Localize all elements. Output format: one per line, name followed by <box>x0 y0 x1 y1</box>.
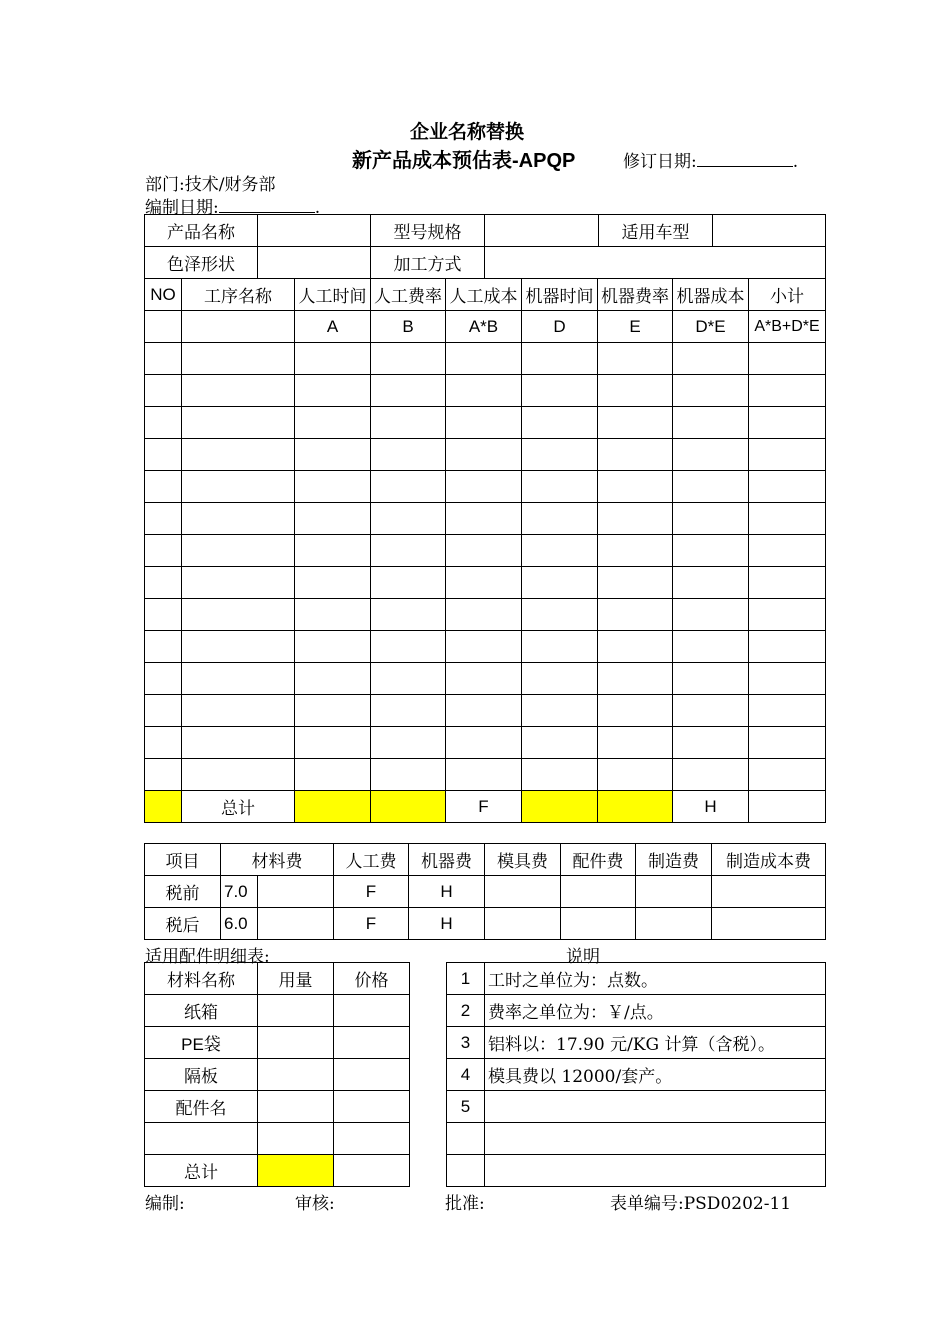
part-qty[interactable] <box>258 995 334 1027</box>
process-cell[interactable] <box>749 631 826 663</box>
model-field[interactable] <box>485 215 599 247</box>
process-cell[interactable] <box>295 471 371 503</box>
note-text: 铝料以：17.90 元/KG 计算（含税）。 <box>485 1027 826 1059</box>
model-label: 型号规格 <box>371 215 485 247</box>
cost-header: 配件费 <box>561 844 636 876</box>
process-cell[interactable] <box>749 695 826 727</box>
process-cell[interactable] <box>446 663 522 695</box>
labor-cost[interactable]: F <box>334 908 409 940</box>
prepared-date-label: 编制日期: <box>145 198 219 218</box>
process-cell[interactable] <box>145 503 182 535</box>
process-cell[interactable] <box>145 535 182 567</box>
process-cell[interactable] <box>145 375 182 407</box>
process-cell[interactable] <box>446 727 522 759</box>
process-cell[interactable] <box>749 439 826 471</box>
footer-reviewed: 审核: <box>295 1194 335 1214</box>
process-row <box>145 471 826 503</box>
note-number: 4 <box>447 1059 485 1091</box>
formula-cell <box>145 311 182 343</box>
process-cell[interactable] <box>295 343 371 375</box>
formula-cell: D <box>522 311 598 343</box>
process-cell[interactable] <box>598 439 673 471</box>
process-cell[interactable] <box>295 727 371 759</box>
part-price[interactable] <box>334 1027 410 1059</box>
machine-cost[interactable]: H <box>409 908 485 940</box>
part-price[interactable] <box>334 1091 410 1123</box>
total-labor-cost[interactable]: F <box>446 791 522 823</box>
mold-cost[interactable] <box>485 876 561 908</box>
process-cell[interactable] <box>522 439 598 471</box>
note-number <box>447 1123 485 1155</box>
note-row <box>447 1027 826 1059</box>
product-name-label: 产品名称 <box>145 215 258 247</box>
process-cell[interactable] <box>371 375 446 407</box>
part-qty[interactable] <box>258 1027 334 1059</box>
process-cell[interactable] <box>522 599 598 631</box>
process-cell[interactable] <box>598 375 673 407</box>
highlight-cell[interactable] <box>295 791 371 823</box>
process-cell[interactable] <box>749 375 826 407</box>
process-cell[interactable] <box>446 439 522 471</box>
process-row <box>145 375 826 407</box>
process-cell[interactable] <box>295 599 371 631</box>
cost-header: 模具费 <box>485 844 561 876</box>
parts-row <box>145 1091 410 1123</box>
process-cell[interactable] <box>446 503 522 535</box>
process-cell[interactable] <box>371 471 446 503</box>
cost-header: 项目 <box>145 844 221 876</box>
process-cell[interactable] <box>673 439 749 471</box>
parts-header: 价格 <box>334 963 410 995</box>
color-label: 色泽形状 <box>145 247 258 279</box>
process-cell[interactable] <box>749 759 826 791</box>
process-cell[interactable] <box>145 439 182 471</box>
col-header: 人工成本 <box>446 279 522 311</box>
product-name-field[interactable] <box>258 215 371 247</box>
note-number: 2 <box>447 995 485 1027</box>
process-row <box>145 759 826 791</box>
total-mfg-cost[interactable] <box>712 908 826 940</box>
process-cell[interactable] <box>145 695 182 727</box>
parts-row <box>145 1123 410 1155</box>
col-header: NO <box>145 279 182 311</box>
mfg-cost[interactable] <box>636 876 712 908</box>
notes-table <box>446 962 826 1187</box>
process-cell[interactable] <box>522 375 598 407</box>
process-cell[interactable] <box>522 343 598 375</box>
process-cell[interactable] <box>673 599 749 631</box>
process-cell[interactable] <box>371 567 446 599</box>
formula-cell: A <box>295 311 371 343</box>
process-cell[interactable] <box>182 439 295 471</box>
col-header: 人工费率 <box>371 279 446 311</box>
process-row <box>145 407 826 439</box>
process-cell[interactable] <box>673 695 749 727</box>
process-cell[interactable] <box>371 759 446 791</box>
company-name: 企业名称替换 <box>410 121 525 143</box>
process-cell[interactable] <box>598 343 673 375</box>
cost-summary-table <box>144 843 826 940</box>
process-row <box>145 567 826 599</box>
process-cell[interactable] <box>182 663 295 695</box>
process-cell[interactable] <box>145 631 182 663</box>
process-cell[interactable] <box>522 535 598 567</box>
process-cell[interactable] <box>673 503 749 535</box>
process-cell[interactable] <box>673 567 749 599</box>
footer-prepared: 编制: <box>145 1194 185 1214</box>
part-price[interactable] <box>334 995 410 1027</box>
note-row <box>447 1123 826 1155</box>
part-name: PE袋 <box>145 1027 258 1059</box>
cost-header: 材料费 <box>221 844 334 876</box>
department: 部门:技术/财务部 <box>145 175 276 195</box>
product-info-table <box>144 214 826 279</box>
note-number <box>447 1155 485 1187</box>
material-cost[interactable]: 6.0 <box>221 908 258 940</box>
process-cell[interactable] <box>371 695 446 727</box>
process-cell[interactable] <box>295 567 371 599</box>
cost-cell[interactable] <box>258 908 334 940</box>
process-cell[interactable] <box>295 695 371 727</box>
total-subtotal[interactable] <box>749 791 826 823</box>
process-cell[interactable] <box>182 471 295 503</box>
note-row <box>447 1059 826 1091</box>
process-cell[interactable] <box>446 567 522 599</box>
note-number: 1 <box>447 963 485 995</box>
process-cell[interactable] <box>598 503 673 535</box>
process-cell[interactable] <box>446 343 522 375</box>
parts-row <box>145 995 410 1027</box>
note-text: 工时之单位为：点数。 <box>485 963 826 995</box>
process-cell[interactable] <box>145 759 182 791</box>
process-cell[interactable] <box>598 471 673 503</box>
process-cell[interactable] <box>749 343 826 375</box>
process-cost-table <box>144 278 826 823</box>
formula-cell <box>182 311 295 343</box>
process-cell[interactable] <box>446 471 522 503</box>
note-text: 模具费以 12000/套产。 <box>485 1059 826 1091</box>
formula-cell: D*E <box>673 311 749 343</box>
parts-cost[interactable] <box>561 876 636 908</box>
process-cell[interactable] <box>182 727 295 759</box>
process-cell[interactable] <box>145 343 182 375</box>
parts-table <box>144 962 410 1187</box>
process-label: 加工方式 <box>371 247 485 279</box>
process-cell[interactable] <box>749 503 826 535</box>
process-cell[interactable] <box>295 375 371 407</box>
process-cell[interactable] <box>371 503 446 535</box>
process-cell[interactable] <box>295 503 371 535</box>
process-cell[interactable] <box>371 727 446 759</box>
process-cell[interactable] <box>522 631 598 663</box>
color-field[interactable] <box>258 247 371 279</box>
footer-approved: 批准: <box>445 1194 485 1214</box>
process-cell[interactable] <box>673 631 749 663</box>
highlight-cell[interactable] <box>371 791 446 823</box>
part-price[interactable] <box>334 1123 410 1155</box>
process-row <box>145 663 826 695</box>
note-text <box>485 1091 826 1123</box>
process-cell[interactable] <box>749 663 826 695</box>
process-row <box>145 695 826 727</box>
cost-header: 制造费 <box>636 844 712 876</box>
process-cell[interactable] <box>145 407 182 439</box>
process-cell[interactable] <box>295 407 371 439</box>
formula-row <box>145 311 826 343</box>
parts-header: 用量 <box>258 963 334 995</box>
prepared-date-field[interactable] <box>219 195 315 213</box>
mfg-cost[interactable] <box>636 908 712 940</box>
process-cell[interactable] <box>371 535 446 567</box>
process-row <box>145 503 826 535</box>
notes-title: 说明 <box>566 947 600 967</box>
col-header: 机器时间 <box>522 279 598 311</box>
vehicle-label: 适用车型 <box>599 215 713 247</box>
col-header: 小计 <box>749 279 826 311</box>
process-cell[interactable] <box>145 727 182 759</box>
cost-cell[interactable] <box>258 876 334 908</box>
col-header: 机器成本 <box>673 279 749 311</box>
process-cell[interactable] <box>673 535 749 567</box>
part-price[interactable] <box>334 1059 410 1091</box>
note-number: 5 <box>447 1091 485 1123</box>
parts-header: 材料名称 <box>145 963 258 995</box>
process-cell[interactable] <box>749 535 826 567</box>
col-header: 人工时间 <box>295 279 371 311</box>
process-field[interactable] <box>485 247 826 279</box>
parts-row <box>145 1027 410 1059</box>
note-text <box>485 1123 826 1155</box>
process-cell[interactable] <box>522 727 598 759</box>
part-qty[interactable] <box>258 1123 334 1155</box>
part-qty[interactable] <box>258 1059 334 1091</box>
mold-cost[interactable] <box>485 908 561 940</box>
formula-cell: A*B+D*E <box>749 311 826 343</box>
process-total-row <box>145 791 826 823</box>
labor-cost[interactable]: F <box>334 876 409 908</box>
note-row <box>447 963 826 995</box>
process-cell[interactable] <box>522 471 598 503</box>
process-cell[interactable] <box>446 631 522 663</box>
parts-total-price[interactable] <box>334 1155 410 1187</box>
note-row <box>447 995 826 1027</box>
vehicle-field[interactable] <box>713 215 826 247</box>
process-cell[interactable] <box>446 535 522 567</box>
process-cell[interactable] <box>598 727 673 759</box>
part-name: 配件名 <box>145 1091 258 1123</box>
process-row <box>145 343 826 375</box>
process-cell[interactable] <box>673 375 749 407</box>
process-cell[interactable] <box>371 343 446 375</box>
process-cell[interactable] <box>598 599 673 631</box>
revision-date-field[interactable] <box>697 149 793 167</box>
process-cell[interactable] <box>522 407 598 439</box>
process-cell[interactable] <box>145 663 182 695</box>
formula-cell: B <box>371 311 446 343</box>
highlight-cell[interactable] <box>598 791 673 823</box>
parts-total-row <box>145 1155 410 1187</box>
formula-cell: A*B <box>446 311 522 343</box>
process-cell[interactable] <box>598 695 673 727</box>
process-cell[interactable] <box>598 567 673 599</box>
material-cost[interactable]: 7.0 <box>221 876 258 908</box>
revision-date: 修订日期: . <box>623 147 798 172</box>
process-cell[interactable] <box>446 599 522 631</box>
col-header: 机器费率 <box>598 279 673 311</box>
formula-cell: E <box>598 311 673 343</box>
cost-header: 机器费 <box>409 844 485 876</box>
process-cell[interactable] <box>673 727 749 759</box>
total-label: 总计 <box>182 791 295 823</box>
process-cell[interactable] <box>371 631 446 663</box>
process-cell[interactable] <box>446 407 522 439</box>
process-cell[interactable] <box>749 407 826 439</box>
process-cell[interactable] <box>182 375 295 407</box>
process-cell[interactable] <box>673 663 749 695</box>
process-cell[interactable] <box>673 407 749 439</box>
parts-total-label: 总计 <box>145 1155 258 1187</box>
process-cell[interactable] <box>182 503 295 535</box>
process-cell[interactable] <box>522 503 598 535</box>
process-cell[interactable] <box>749 567 826 599</box>
parts-row <box>145 1059 410 1091</box>
total-mfg-cost[interactable] <box>712 876 826 908</box>
process-cell[interactable] <box>598 759 673 791</box>
process-cell[interactable] <box>182 535 295 567</box>
process-cell[interactable] <box>446 375 522 407</box>
parts-total-qty[interactable] <box>258 1155 334 1187</box>
process-cell[interactable] <box>295 439 371 471</box>
process-cell[interactable] <box>371 439 446 471</box>
part-name: 纸箱 <box>145 995 258 1027</box>
process-header-row <box>145 279 826 311</box>
process-cell[interactable] <box>145 567 182 599</box>
cost-header: 人工费 <box>334 844 409 876</box>
cost-row-aftertax <box>145 908 826 940</box>
highlight-cell[interactable] <box>145 791 182 823</box>
process-row <box>145 631 826 663</box>
process-cell[interactable] <box>522 695 598 727</box>
part-name: 隔板 <box>145 1059 258 1091</box>
process-cell[interactable] <box>522 663 598 695</box>
note-row <box>447 1155 826 1187</box>
note-number: 3 <box>447 1027 485 1059</box>
process-cell[interactable] <box>446 759 522 791</box>
process-cell[interactable] <box>182 695 295 727</box>
process-cell[interactable] <box>673 343 749 375</box>
process-cell[interactable] <box>295 663 371 695</box>
cost-header: 制造成本费 <box>712 844 826 876</box>
process-cell[interactable] <box>371 407 446 439</box>
process-cell[interactable] <box>182 759 295 791</box>
process-cell[interactable] <box>446 695 522 727</box>
process-cell[interactable] <box>749 471 826 503</box>
note-text: 费率之单位为：￥/点。 <box>485 995 826 1027</box>
process-cell[interactable] <box>522 567 598 599</box>
process-cell[interactable] <box>371 599 446 631</box>
parts-cost[interactable] <box>561 908 636 940</box>
prepared-date: 编制日期: . <box>145 193 320 218</box>
cost-row-pretax <box>145 876 826 908</box>
process-row <box>145 439 826 471</box>
process-cell[interactable] <box>182 599 295 631</box>
document-title: 新产品成本预估表-APQP <box>352 150 576 172</box>
process-cell[interactable] <box>598 535 673 567</box>
cost-row-label: 税前 <box>145 876 221 908</box>
process-row <box>145 727 826 759</box>
process-cell[interactable] <box>749 599 826 631</box>
process-cell[interactable] <box>598 663 673 695</box>
process-cell[interactable] <box>145 471 182 503</box>
process-cell[interactable] <box>371 663 446 695</box>
process-cell[interactable] <box>295 631 371 663</box>
process-cell[interactable] <box>295 535 371 567</box>
process-cell[interactable] <box>673 759 749 791</box>
note-row <box>447 1091 826 1123</box>
parts-title: 适用配件明细表: <box>145 947 270 967</box>
process-cell[interactable] <box>598 631 673 663</box>
total-machine-cost[interactable]: H <box>673 791 749 823</box>
revision-date-label: 修订日期: <box>623 152 697 172</box>
process-row <box>145 599 826 631</box>
process-cell[interactable] <box>145 599 182 631</box>
process-cell[interactable] <box>295 759 371 791</box>
part-name <box>145 1123 258 1155</box>
note-text <box>485 1155 826 1187</box>
form-number: 表单编号:PSD0202-11 <box>610 1194 792 1214</box>
process-cell[interactable] <box>182 631 295 663</box>
process-cell[interactable] <box>182 407 295 439</box>
process-cell[interactable] <box>749 727 826 759</box>
machine-cost[interactable]: H <box>409 876 485 908</box>
process-row <box>145 535 826 567</box>
part-qty[interactable] <box>258 1091 334 1123</box>
process-cell[interactable] <box>522 759 598 791</box>
process-cell[interactable] <box>673 471 749 503</box>
process-cell[interactable] <box>182 343 295 375</box>
highlight-cell[interactable] <box>522 791 598 823</box>
process-cell[interactable] <box>598 407 673 439</box>
process-cell[interactable] <box>182 567 295 599</box>
col-header: 工序名称 <box>182 279 295 311</box>
cost-row-label: 税后 <box>145 908 221 940</box>
